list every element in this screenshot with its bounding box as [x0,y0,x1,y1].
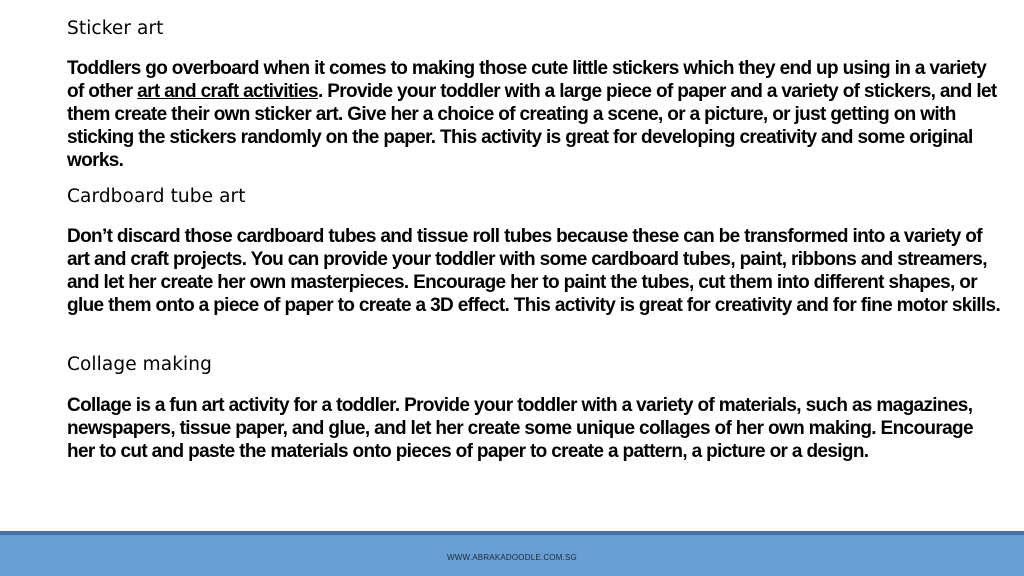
body-text: . Provide your toddler with a large piece of paper and a variety of stickers, and let them create their own sticker art. Give her a choice of creating a scene, or a picture, or just getting on with sticking the stickers randomly on the paper. This activity is great for developing creativity and some original works. [67,81,997,171]
section-body-sticker-art [67,57,1002,172]
body-text: Toddlers go overboard when it comes to making those cute little stickers which they end up using in a variety of other [67,58,987,102]
section-heading-collage-making: Collage making [67,354,212,375]
section-heading-sticker-art: Sticker art [67,18,164,39]
section-body-collage-making: Collage is a fun art activity for a toddler. Provide your toddler with a variety of materials, such as magazines, newspapers, tissue paper, and glue, and let her create some unique collages of her own making. Encourage her to cut and paste the materials onto pieces of paper to create a pattern, a picture or a design. [67,395,973,462]
section-body-cardboard-tube-art: Don’t discard those cardboard tubes and tissue roll tubes because these can be transformed into a variety of art and craft projects. You can provide your toddler with some cardboard tubes, paint, ribbons and streamers, and let her create her own masterpieces. Encourage her to paint the tubes, cut them into different shapes, or glue them onto a piece of paper to create a 3D effect. This activity is great for creativity and for fine motor skills. [67,226,1001,316]
art-and-craft-activities-link[interactable]: art and craft activities [137,81,318,102]
section-heading-cardboard-tube-art: Cardboard tube art [67,186,246,207]
footer-url: WWW.ABRAKADOODLE.COM.SG [447,553,577,562]
